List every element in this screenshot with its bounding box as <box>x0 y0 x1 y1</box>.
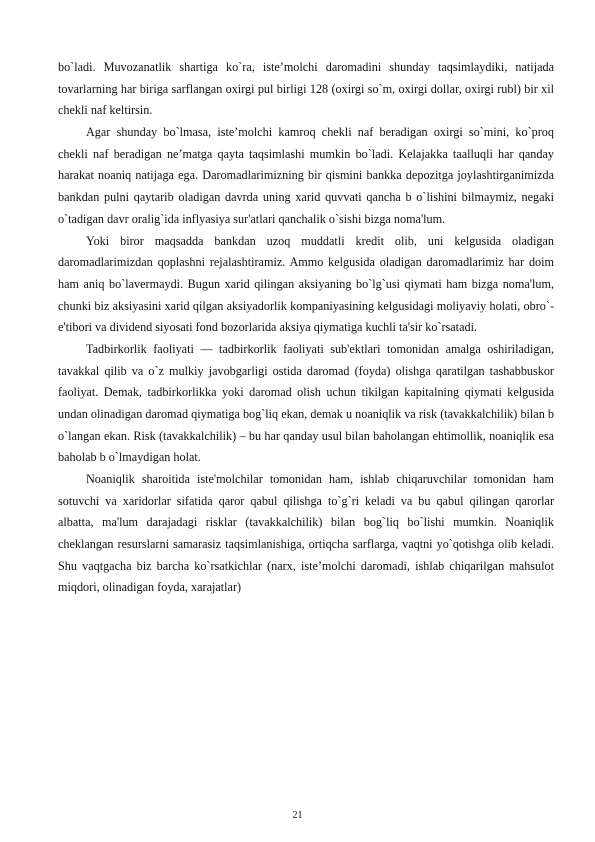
paragraph: Tadbirkorlik faoliyati — tadbirkorlik faoliyati sub'ektlari tomonidan amalga oshiriladigan, tavakkal qilib va o`z mulkiy javobgarligi ostida daromad (foyda) olishga qaratilgan tashabbuskor faoliyat. Demak, tadbirkorlikka yoki daromad olish uchun tikilgan kapitalning qiymati kelgusida undan olinadigan daromad qiymatiga bog`liq ekan, demak u noaniqlik va risk (tavakkalchilik) bilan b o`langan ekan. Risk (tavakkalchilik) – bu har qanday usul bilan baholangan ehtimollik, noaniqlik esa baholab b o`lmaydigan holat. <box>58 342 554 465</box>
page-body <box>58 57 554 599</box>
paragraph: Noaniqlik sharoitida iste'molchilar tomonidan ham, ishlab chiqaruvchilar tomonidan ham sotuvchi va xaridorlar sifatida qaror qabul qilishga to`g`ri keladi va bu qabul qilingan qarorlar albatta, ma'lum darajadagi risklar (tavakkalchilik) bilan bog`liq bo`lishi mumkin. Noaniqlik cheklangan resurslarni samarasiz taqsimlanishiga, ortiqcha sarflarga, vaqtni yo`qotishga olib keladi. Shu vaqtgacha biz barcha ko`rsatkichlar (narx, iste’molchi daromadi, ishlab chiqarilgan mahsulot miqdori, olinadigan foyda, xarajatlar) <box>58 472 554 595</box>
paragraph: Yoki biror maqsadda bankdan uzoq muddatli kredit olib, uni kelgusida oladigan daromadlarimizdan qoplashni rejalashtiramiz. Ammo kelgusida oladigan daromadlarimiz har doim ham aniq bo`lavermaydi. Bugun xarid qilingan aksiyaning bo`lg`usi qiymati ham bizga noma'lum, chunki biz aksiyasini xarid qilgan aksiyadorlik kompaniyasining kelgusidagi moliyaviy holati, obro`-e'tibori va dividend siyosati fond bozorlarida aksiya qiymatiga kuchli ta'sir ko`rsatadi. <box>58 233 554 335</box>
paragraph: bo`ladi. Muvozanatlik shartiga ko`ra, iste’molchi daromadini shunday taqsimlaydiki, natijada tovarlarning har biriga sarflangan oxirgi pul birligi 128 (oxirgi so`m, oxirgi dollar, oxirgi rubl) bir xil chekli naf keltirsin. <box>58 60 554 118</box>
page-number: 21 <box>292 810 303 821</box>
paragraph: Agar shunday bo`lmasa, iste’molchi kamroq chekli naf beradigan oxirgi so`mini, ko`proq chekli naf beradigan ne’matga qayta taqsimlashi mumkin bo`ladi. Kelajakka taalluqli har qanday harakat noaniq natijaga ega. Daromadlarimizning bir qismini bankka depozitga joylashtirganimizda bankdan pulni qaytarib oladigan davrda uning xarid quvvati qancha b o`lishini bilmaymiz, negaki o`tadigan davr oralig`ida inflyasiya sur'atlari qanchalik o`sishi bizga noma'lum. <box>58 125 554 226</box>
